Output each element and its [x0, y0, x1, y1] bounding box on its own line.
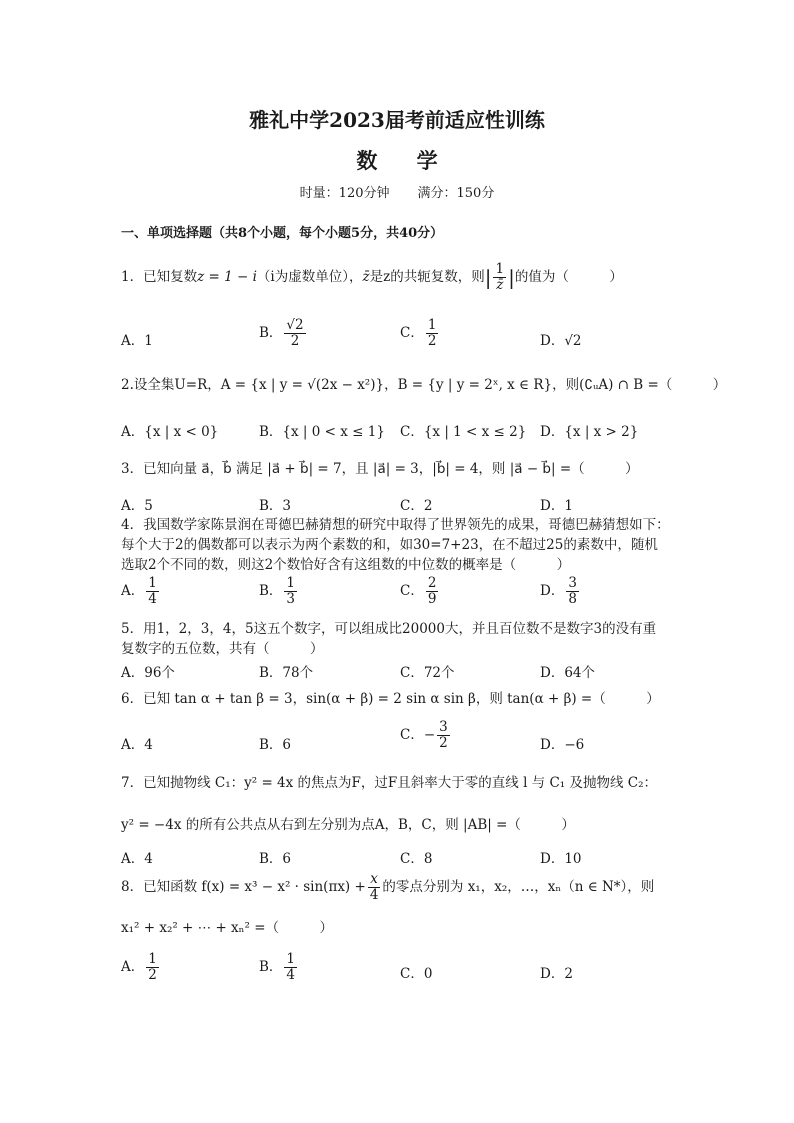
q6-option-d: D．−6	[540, 737, 585, 753]
section-heading: 一、单项选择题（共8个小题，每个小题5分，共40分）	[121, 226, 444, 241]
q3-option-b: B．3	[259, 498, 292, 514]
subject-title: 数 学	[356, 148, 454, 173]
q1-option-c: C． $\frac{1}{2}$	[400, 317, 437, 349]
q7-option-a: A．4	[121, 851, 153, 867]
q6-option-a: A．4	[121, 737, 153, 753]
q8-option-c: C．0	[400, 966, 433, 982]
q3-option-d: D．1	[540, 498, 573, 514]
full-score: 满分：150分	[417, 186, 495, 201]
q2-option-b: B．{x | 0 < x ≤ 1}	[259, 424, 385, 440]
q6-option-c: C．− $\frac{3}{2}$	[400, 719, 448, 751]
q5-option-a: A．96个	[121, 665, 175, 681]
q3-option-a: A．5	[121, 498, 153, 514]
q4-option-c: C． $\frac{2}{9}$	[400, 575, 437, 607]
q2-option-a: A．{x | x < 0}	[121, 424, 219, 440]
q1-option-d: D．√2	[540, 333, 582, 349]
q8-option-d: D．2	[540, 966, 573, 982]
question-6-stem: 6．已知 tan α + tan β = 3，sin(α + β) = 2 sin α sin β，则 tan(α + β) =（ ）	[121, 691, 660, 707]
q1-option-a: A．1	[121, 333, 153, 349]
q5-option-d: D．64个	[540, 665, 596, 681]
question-2-stem: 2.设全集U=R，A = {x | y = √(2x − x²)}，B = {y | y = 2ˣ, x ∈ R}，则(∁ᵤA) ∩ B =（ ）	[121, 377, 727, 393]
question-4-line-1: 4．我国数学家陈景润在哥德巴赫猜想的研究中取得了世界领先的成果，哥德巴赫猜想如下：	[121, 517, 670, 533]
question-8-line-1: 8．已知函数 f(x) = x³ − x² · sin(πx) + $\frac{x}{4}$ 的零点分别为 x₁，x₂，…，xₙ（n ∈ N*），则	[121, 871, 655, 903]
question-7-line-1: 7．已知抛物线 C₁：y² = 4x 的焦点为F，过F且斜率大于零的直线 l 与 C₁ 及抛物线 C₂：	[121, 775, 658, 791]
q6-option-b: B．6	[259, 737, 292, 753]
question-4-line-3: 选取2个不同的数，则这2个数恰好含有这组数的中位数的概率是（ ）	[121, 557, 571, 573]
question-3-stem: 3．已知向量 a⃗，b⃗ 满足 |a⃗ + b⃗| = 7，且 |a⃗| = 3，|b⃗| = 4，则 |a⃗ − b⃗| =（ ）	[121, 461, 639, 477]
q2-option-d: D．{x | x > 2}	[540, 424, 639, 440]
time-limit: 时量：120分钟	[299, 186, 390, 201]
q7-option-d: D．10	[540, 851, 582, 867]
q8-option-b: B． $\frac{1}{4}$	[259, 951, 296, 983]
question-5-line-1: 5．用1，2，3，4，5这五个数字，可以组成比20000大，并且百位数不是数字3的没有重	[121, 621, 657, 637]
q4-option-d: D． $\frac{3}{8}$	[540, 575, 577, 607]
question-8-line-2: x₁² + x₂² + ⋯ + xₙ² =（ ）	[121, 920, 334, 936]
exam-title: 雅礼中学2023届考前适应性训练	[249, 108, 545, 132]
question-5-line-2: 复数字的五位数，共有（ ）	[121, 641, 324, 657]
q5-option-c: C．72个	[400, 665, 455, 681]
question-4-line-2: 每个大于2的偶数都可以表示为两个素数的和，如30=7+23，在不超过25的素数中，随机	[121, 537, 658, 553]
q4-option-a: A． $\frac{1}{4}$	[121, 575, 157, 607]
q1-option-b: B． $\frac{√2}{2}$	[259, 317, 304, 349]
question-1-stem: 1．已知复数z = 1 − i（i为虚数单位），z̄是z的共轭复数，则| $\frac{1}{z̄}$ |的值为（ ）	[121, 261, 623, 293]
question-7-line-2: y² = −4x 的所有公共点从右到左分别为点A，B，C，则 |AB| =（ ）	[121, 817, 575, 833]
exam-meta	[0, 182, 794, 201]
q4-option-b: B． $\frac{1}{3}$	[259, 575, 296, 607]
q7-option-b: B．6	[259, 851, 292, 867]
q2-option-c: C．{x | 1 < x ≤ 2}	[400, 424, 527, 440]
q3-option-c: C．2	[400, 498, 433, 514]
q8-option-a: A． $\frac{1}{2}$	[121, 951, 157, 983]
q5-option-b: B．78个	[259, 665, 314, 681]
q7-option-c: C．8	[400, 851, 433, 867]
